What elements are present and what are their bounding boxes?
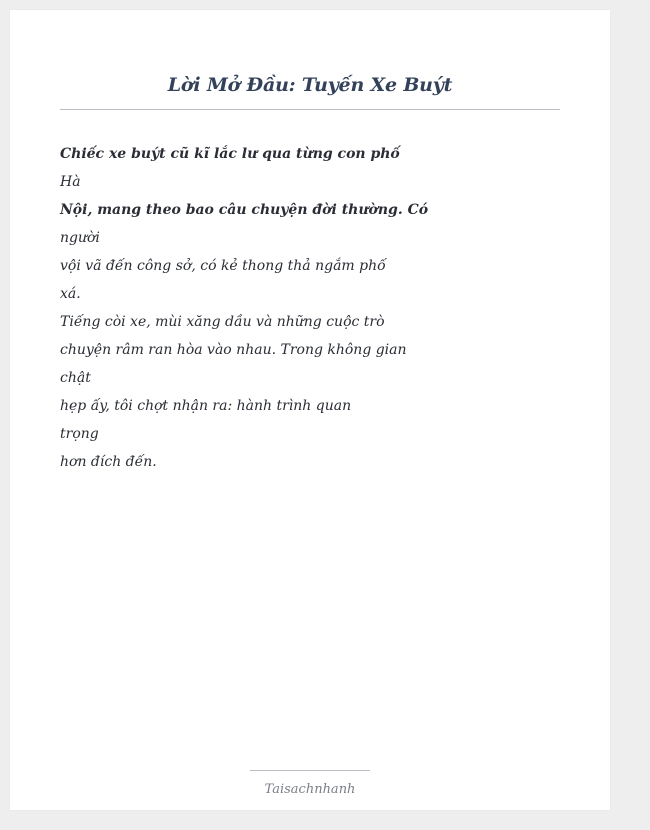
title-divider: [60, 109, 560, 110]
text-line: Chiếc xe buýt cũ kĩ lắc lư qua từng con phố: [60, 146, 400, 162]
text-line: Hà: [60, 174, 81, 190]
footer-divider: [250, 770, 370, 771]
text-line: vội vã đến công sở, có kẻ thong thả ngắm phố: [60, 258, 386, 274]
text-line: hẹp ấy, tôi chợt nhận ra: hành trình quan: [60, 398, 352, 414]
text-line: chật: [60, 370, 91, 386]
body-text: [60, 140, 429, 476]
text-line: người: [60, 230, 100, 246]
text-line: chuyện râm ran hòa vào nhau. Trong không gian: [60, 342, 407, 358]
page-title: Lời Mở Đầu: Tuyến Xe Buýt: [167, 74, 453, 96]
text-line: hơn đích đến.: [60, 454, 157, 470]
text-line: Tiếng còi xe, mùi xăng dầu và những cuộc trò: [60, 314, 385, 330]
document-page: [10, 10, 610, 810]
footer-text: Taisachnhanh: [264, 782, 356, 797]
text-line: trọng: [60, 426, 99, 442]
text-line: Nội, mang theo bao câu chuyện đời thường. Có: [60, 202, 429, 218]
text-line: xá.: [60, 286, 81, 302]
